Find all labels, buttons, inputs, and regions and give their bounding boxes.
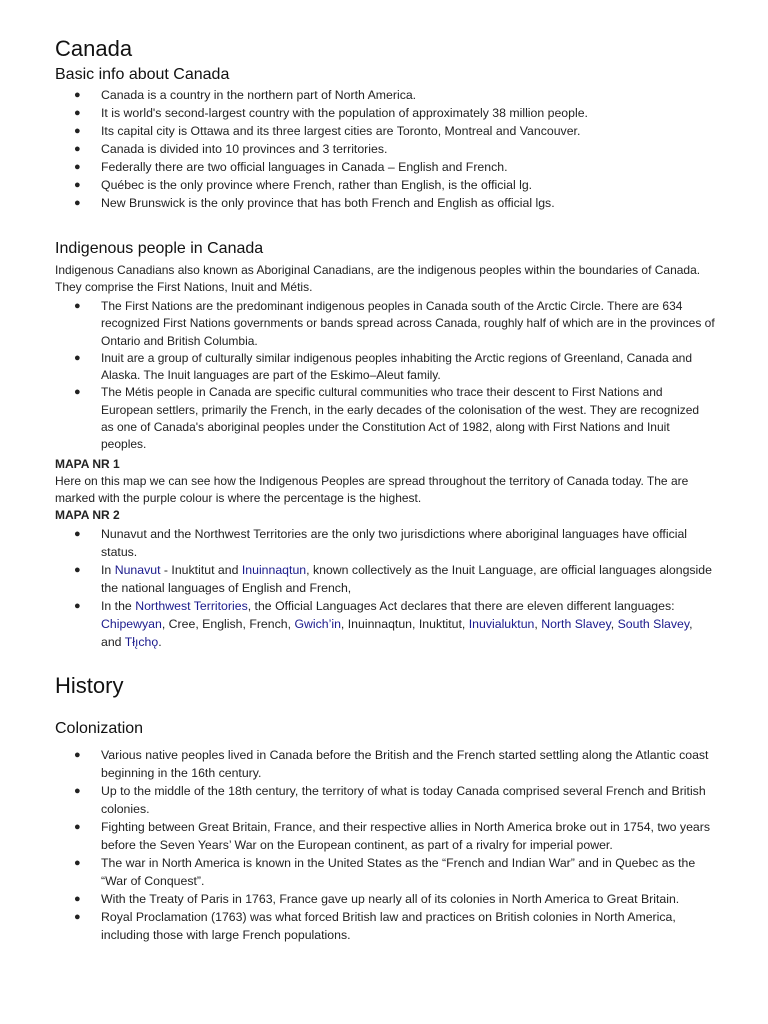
list-item: ● Federally there are two official languages in Canada – English and French. [74, 160, 508, 174]
page-title: Canada [55, 36, 133, 61]
list-item: ● Its capital city is Ottawa and its three largest cities are Toronto, Montreal and Vancouver. [74, 124, 581, 138]
map1-text: Here on this map we can see how the Indigenous Peoples are spread throughout the territory of Canada today. The are marked with the purple colour is where the percentage is the highest. [55, 474, 689, 506]
link-north-slavey[interactable]: North Slavey [541, 617, 611, 631]
map2-label: MAPA NR 2 [55, 508, 120, 522]
bullet-icon: ● [74, 564, 81, 576]
link-nunavut[interactable]: Nunavut [114, 563, 161, 577]
list-item: ● With the Treaty of Paris in 1763, France gave up nearly all of its colonies in North America to Great Britain. [74, 892, 680, 906]
link-chipewyan[interactable]: Chipewyan [101, 617, 162, 631]
bullet-icon: ● [74, 749, 81, 761]
link-inuvialuktun[interactable]: Inuvialuktun [468, 617, 535, 631]
bullet-icon: ● [74, 821, 81, 833]
languages-list [55, 525, 715, 651]
list-item: ● Canada is a country in the northern part of North America. [74, 88, 417, 102]
list-item: ● New Brunswick is the only province that has both French and English as official lgs. [74, 196, 555, 210]
bullet-icon: ● [74, 386, 81, 399]
list-item: ● Various native peoples lived in Canada before the British and the French started settling along the Atlantic coast beginning in the 16th century. [74, 748, 709, 780]
colonization-heading: Colonization [55, 720, 144, 737]
list-item: ● Fighting between Great Britain, France, and their respective allies in North America broke out in 1754, two years before the Seven Years’ War on the European continent, as part of a rivalry for imperial power. [74, 820, 711, 852]
basic-info-heading: Basic info about Canada [55, 66, 230, 83]
bullet-icon: ● [74, 528, 81, 540]
map1-label: MAPA NR 1 [55, 457, 120, 471]
bullet-icon: ● [74, 161, 81, 173]
bullet-icon: ● [74, 179, 81, 191]
bullet-icon: ● [74, 600, 81, 612]
bullet-icon: ● [74, 351, 81, 364]
basic-info-list [55, 86, 715, 212]
bullet-icon: ● [74, 893, 81, 905]
link-south-slavey[interactable]: South Slavey [617, 617, 690, 631]
indigenous-heading: Indigenous people in Canada [55, 240, 264, 257]
colonization-list [55, 746, 715, 944]
list-item: ● Québec is the only province where French, rather than English, is the official lg. [74, 178, 533, 192]
bullet-icon: ● [74, 89, 81, 101]
list-item: ● Inuit are a group of culturally similar indigenous peoples inhabiting the Arctic regions of Greenland, Canada and Alaska. The Inuit languages are part of the Eskimo–Aleut family. [74, 350, 693, 383]
list-item: ● Up to the middle of the 18th century, the territory of what is today Canada comprised several French and British colonies. [74, 784, 706, 816]
link-tlicho[interactable]: Tłı̨chǫ [124, 635, 159, 649]
list-item: ● In the Northwest Territories, the Official Languages Act declares that there are eleven different languages: Chipewyan, Cree, English, French, Gwich’in, Inuinnaqtun, Inuktitut, Inuvialuktun, North Slavey, South Slavey, and Tłı̨chǫ. [74, 599, 693, 649]
link-northwest-territories[interactable]: Northwest Territories [135, 599, 248, 613]
list-item: ● The First Nations are the predominant indigenous peoples in Canada south of the Arctic Circle. There are 634 recognized First Nations governments or bands spread across Canada, roughly half of which are in the provinces of Ontario and British Columbia. [74, 299, 715, 348]
bullet-icon: ● [74, 857, 81, 869]
bullet-icon: ● [74, 143, 81, 155]
bullet-icon: ● [74, 197, 81, 209]
indigenous-list [55, 298, 715, 454]
list-item: ● Canada is divided into 10 provinces and 3 territories. [74, 142, 388, 156]
indigenous-intro: Indigenous Canadians also known as Aboriginal Canadians, are the indigenous peoples within the boundaries of Canada. They comprise the First Nations, Inuit and Métis. [55, 263, 701, 295]
list-item: ● The Métis people in Canada are specific cultural communities who trace their descent to First Nations and European settlers, primarily the French, in the early decades of the colonisation of the west. They are recognized as one of Canada's aboriginal peoples under the Constitution Act of 1982, along with First Nations and Inuit peoples. [74, 385, 700, 452]
bullet-icon: ● [74, 300, 81, 312]
bullet-icon: ● [74, 125, 81, 137]
list-item: ● Nunavut and the Northwest Territories are the only two jurisdictions where aboriginal languages have official status. [74, 527, 688, 559]
list-item: ● It is world's second-largest country with the population of approximately 38 million people. [74, 106, 588, 120]
link-inuinnaqtun[interactable]: Inuinnaqtun [241, 563, 307, 577]
bullet-icon: ● [74, 911, 81, 923]
bullet-icon: ● [74, 107, 81, 119]
list-item: ● The war in North America is known in the United States as the “French and Indian War” and in Quebec as the “War of Conquest”. [74, 856, 696, 888]
link-gwichin[interactable]: Gwich’in [294, 617, 341, 631]
bullet-icon: ● [74, 785, 81, 797]
list-item: ● Royal Proclamation (1763) was what forced British law and practices on British colonies in North America, including those with large French populations. [74, 910, 676, 942]
history-title: History [55, 673, 124, 698]
list-item: ● In Nunavut - Inuktitut and Inuinnaqtun, known collectively as the Inuit Language, are official languages alongside the national languages of English and French, [74, 563, 712, 595]
